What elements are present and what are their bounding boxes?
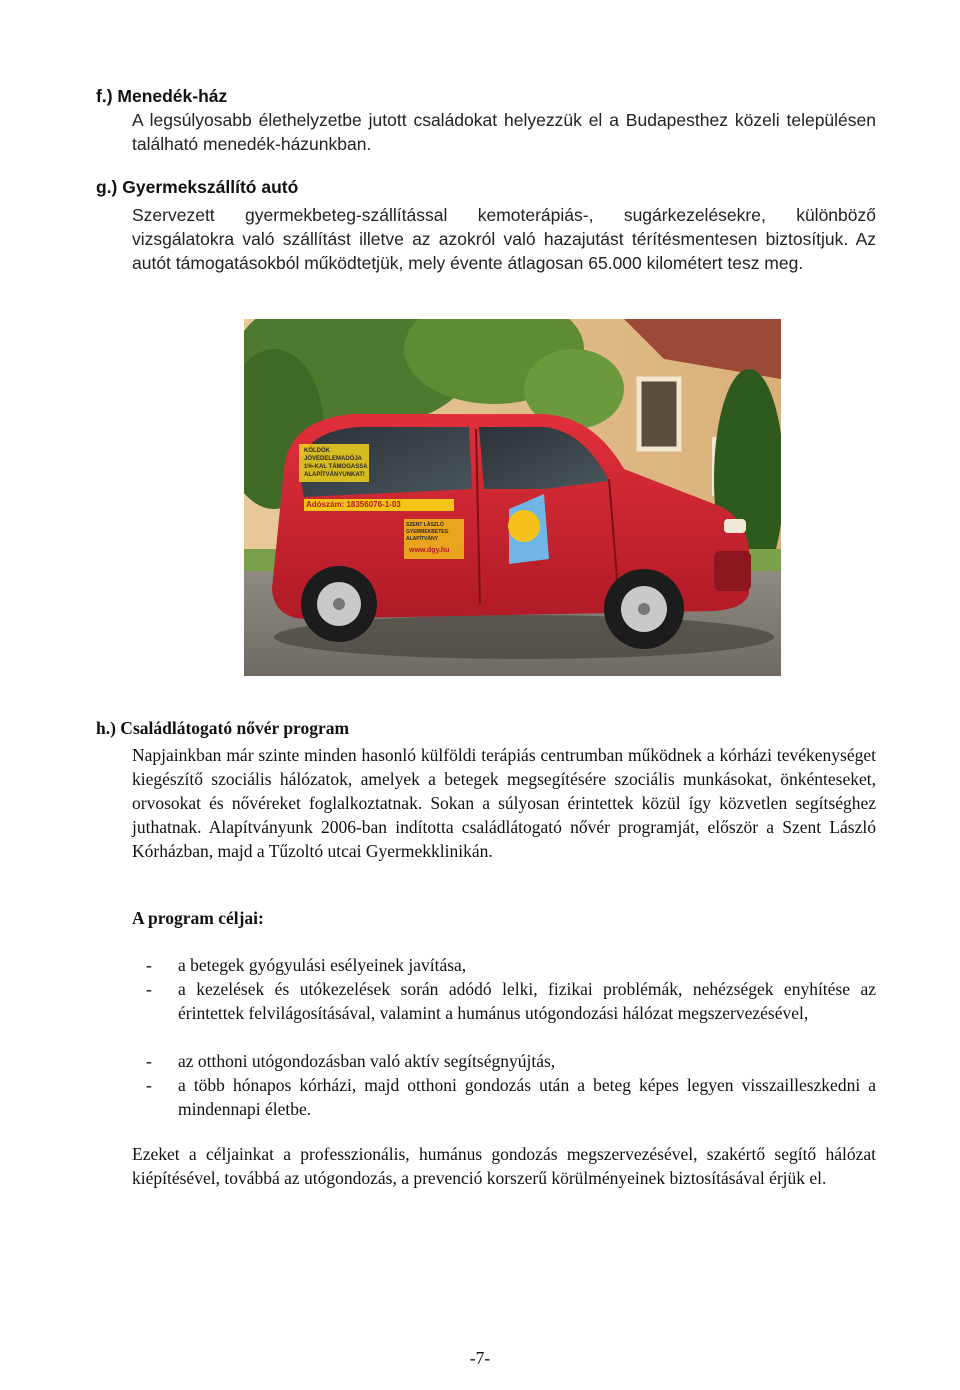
van-photo xyxy=(244,319,781,676)
goal-item-text: az otthoni utógondozásban való aktív segítségnyújtás, xyxy=(178,1051,556,1071)
section-g-heading: g.) Gyermekszállító autó xyxy=(96,177,299,197)
list-dash: - xyxy=(146,1051,152,1071)
page-number: -7- xyxy=(469,1348,491,1368)
goal-item xyxy=(146,977,876,1049)
goals-heading: A program céljai: xyxy=(132,908,264,928)
list-dash: - xyxy=(146,1075,152,1095)
section-h-text: Napjainkban már szinte minden hasonló külföldi terápiás centrumban működnek a kórházi tevékenységet kiegészítő szociális hálózatok, amelyek a betegek megsegítésére szociális munkásokat, önkénteseket, orvosokat és nővéreket foglalkoztatnak. Sokan a súlyosan érintettek közül így közvetlen segítséghez juthatnak. Alapítványunk 2006-ban indította családlátogató nővér programját, először a Szent László Kórházban, majd a Tűzoltó utcai Gyermekklinikán. xyxy=(132,745,876,861)
goal-item-text: a kezelések és utókezelések során adódó lelki, fizikai problémák, nehézségek enyhítése az érintettek felvilágosításával, valamint a humánus utógondozási hálózat megszervezésével, xyxy=(178,979,876,1023)
goal-item xyxy=(146,953,876,977)
closing-text: Ezeket a céljainkat a professzionális, humánus gondozás megszervezésével, szakértő segítő hálózat kiépítésével, továbbá az utógondozás, a prevenció korszerű körülményeinek biztosításával érjük el. xyxy=(132,1144,876,1188)
list-dash: - xyxy=(146,955,152,975)
section-g-text: Szervezett gyermekbeteg-szállítással kemoterápiás-, sugárkezelésekre, különböző vizsgálatokra való szállítást illetve az azokról való hazajutást térítésmentesen biztosítjuk. Az autót támogatásokból működtetjük, mely évente átlagosan 65.000 kilométert tesz meg. xyxy=(132,205,876,273)
goal-item-text: a több hónapos kórházi, majd otthoni gondozás után a beteg képes legyen visszailleszkedni a mindennapi életbe. xyxy=(178,1075,876,1119)
goal-item xyxy=(146,1073,876,1121)
van-side-window-decal: KÖLDÖK JÖVEDELEMADÓJA 1%-KAL TÁMOGASSA ALAPÍTVÁNYUNKAT! xyxy=(304,448,368,478)
list-dash: - xyxy=(146,979,152,999)
section-h-heading: h.) Családlátogató nővér program xyxy=(96,718,350,738)
section-f-heading: f.) Menedék-ház xyxy=(96,86,228,106)
van-org-name-decal: SZENT LÁSZLÓ GYERMEKBETEG ALAPÍTVÁNY xyxy=(406,522,449,542)
van-tax-number-decal: Adószám: 18356076-1-03 xyxy=(306,500,401,509)
van-website-decal: www.dgy.hu xyxy=(409,547,450,554)
goal-item-text: a betegek gyógyulási esélyeinek javítása, xyxy=(178,955,467,975)
goal-item xyxy=(146,1049,876,1073)
section-f-text: A legsúlyosabb élethelyzetbe jutott családokat helyezzük el a Budapesthez közeli településen található menedék-házunkban. xyxy=(132,110,876,154)
